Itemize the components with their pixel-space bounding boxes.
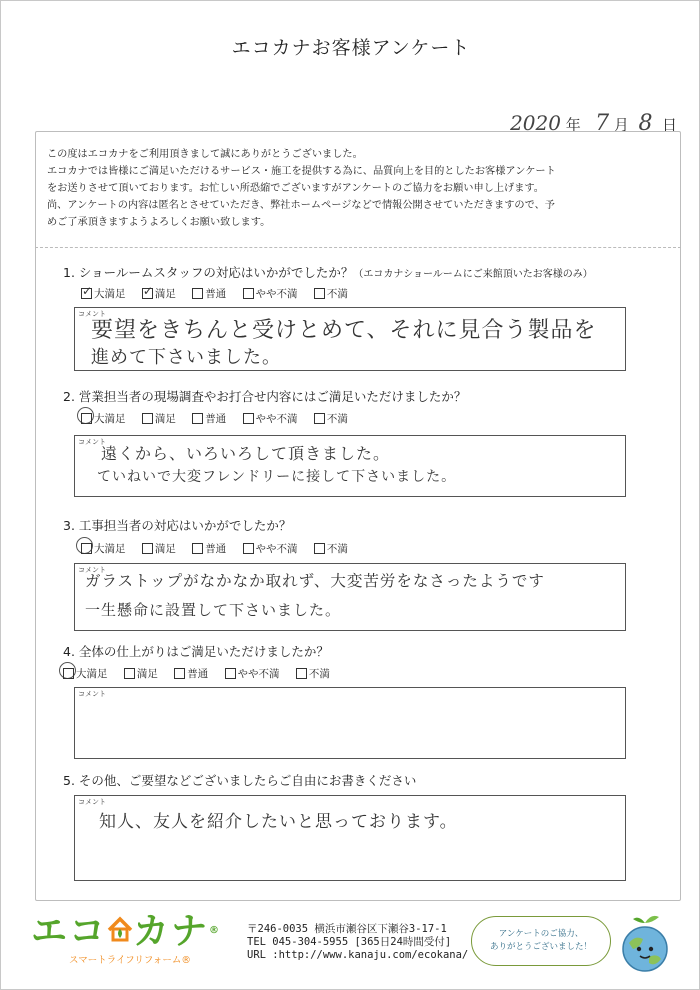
q2-option-very-satisfied[interactable] — [81, 411, 126, 426]
q1-option-satisfied[interactable] — [142, 286, 176, 301]
question-2: 2. 営業担当者の現場調査やお打合せ内容にはご満足いただけましたか？ — [63, 389, 467, 404]
checkbox-icon[interactable] — [63, 668, 74, 679]
q3-option-satisfied[interactable] — [142, 541, 176, 556]
checkbox-icon[interactable] — [296, 668, 307, 679]
website-url: URL :http://www.kanaju.com/ecokana/ — [247, 949, 469, 961]
option-label: 不満 — [326, 288, 348, 300]
q2-option-dissatisfied[interactable] — [314, 411, 348, 426]
option-label: 大満足 — [94, 543, 126, 555]
question-1-text: 1. ショールームスタッフの対応はいかがでしたか？ — [63, 265, 354, 280]
q4-option-satisfied[interactable] — [124, 666, 158, 681]
checkbox-icon[interactable] — [192, 413, 203, 424]
question-1-options — [81, 286, 361, 301]
date-day-suffix: 日 — [661, 116, 677, 134]
option-label: 普通 — [205, 288, 227, 300]
question-5: 5. その他、ご要望などございましたらご自由にお書きください — [63, 773, 417, 788]
logo-text-kana: カナ — [133, 911, 210, 952]
checkbox-checked-icon[interactable] — [81, 288, 92, 299]
comment-label: コメント — [78, 690, 106, 698]
q5-comment-line: 知人、友人を紹介したいと思っております。 — [99, 812, 458, 832]
question-4-options — [63, 666, 343, 681]
q4-option-neutral[interactable] — [174, 666, 208, 681]
intro-line: 尚、アンケートの内容は匿名とさせていただき、弊社ホームページなどで情報公開させていただきますので、予 — [47, 200, 555, 211]
checkbox-icon[interactable] — [81, 413, 92, 424]
postal-address: 〒246-0035 横浜市瀬谷区下瀬谷3-17-1 — [247, 923, 447, 935]
q4-option-very-satisfied[interactable] — [63, 666, 108, 681]
earth-mascot-icon — [615, 913, 675, 977]
q1-comment-line: 進めて下さいました。 — [91, 347, 281, 368]
q2-comment-line: 遠くから、いろいろして頂きました。 — [101, 444, 391, 463]
checkbox-icon[interactable] — [192, 543, 203, 554]
house-icon — [107, 913, 133, 939]
telephone: TEL 045-304-5955 [365日24時間受付] — [247, 936, 452, 948]
option-label: 満足 — [154, 543, 176, 555]
question-1 — [63, 263, 593, 281]
intro-line: めご了承頂きますようよろしくお願い致します。 — [47, 217, 271, 228]
checkbox-icon[interactable] — [243, 413, 254, 424]
checkbox-icon[interactable] — [243, 288, 254, 299]
checkbox-icon[interactable] — [243, 543, 254, 554]
option-label: 満足 — [154, 288, 176, 300]
option-label: 大満足 — [94, 413, 126, 425]
date-year-suffix: 年 — [565, 116, 581, 134]
page-title: エコカナお客様アンケート — [231, 37, 471, 59]
comment-label: コメント — [78, 438, 106, 446]
option-label: やや不満 — [255, 543, 298, 555]
date-month: 7 — [595, 111, 610, 136]
q3-option-somewhat-dissatisfied[interactable] — [243, 541, 298, 556]
q1-comment-line: 要望をきちんと受けとめて、それに見合う製品を — [91, 318, 597, 343]
checkbox-icon[interactable] — [174, 668, 185, 679]
date-month-suffix: 月 — [613, 116, 629, 134]
q4-option-somewhat-dissatisfied[interactable] — [225, 666, 280, 681]
question-3: 3. 工事担当者の対応はいかがでしたか？ — [63, 518, 292, 533]
question-2-options — [81, 411, 361, 426]
option-label: 不満 — [326, 543, 348, 555]
checkbox-icon[interactable] — [314, 288, 325, 299]
checkbox-checked-icon[interactable] — [142, 288, 153, 299]
logo-registered-mark: ® — [209, 925, 222, 936]
q1-option-very-satisfied[interactable] — [81, 286, 126, 301]
company-address — [247, 923, 468, 962]
option-label: やや不満 — [237, 668, 280, 680]
q2-option-neutral[interactable] — [192, 411, 226, 426]
q2-comment-line: ていねいで大変フレンドリーに接して下さいました。 — [97, 469, 457, 485]
q3-option-very-satisfied[interactable] — [81, 541, 126, 556]
option-label: 大満足 — [94, 288, 126, 300]
question-3-options — [81, 541, 361, 556]
comment-label: コメント — [78, 310, 106, 318]
date-day: 8 — [638, 111, 653, 136]
q4-option-dissatisfied[interactable] — [296, 666, 330, 681]
option-label: 大満足 — [76, 668, 108, 680]
intro-line: をお送りさせて頂いております。お忙しい所恐縮でございますがアンケートのご協力をお願い申し上げます。 — [47, 183, 544, 194]
intro-line: この度はエコカナをご利用頂きまして誠にありがとうございました。 — [47, 149, 363, 160]
q1-option-somewhat-dissatisfied[interactable] — [243, 286, 298, 301]
option-label: 普通 — [187, 668, 209, 680]
date-year: 2020 — [510, 111, 561, 135]
logo-subtitle: スマートライフリフォーム® — [69, 955, 191, 966]
checkbox-icon[interactable] — [314, 413, 325, 424]
q2-option-somewhat-dissatisfied[interactable] — [243, 411, 298, 426]
option-label: 不満 — [308, 668, 330, 680]
option-label: やや不満 — [255, 288, 298, 300]
q1-option-dissatisfied[interactable] — [314, 286, 348, 301]
q3-comment-line: 一生懸命に設置して下さいました。 — [85, 601, 342, 619]
thanks-speech-bubble — [471, 916, 611, 966]
ecokana-logo — [31, 913, 221, 966]
option-label: 普通 — [205, 413, 227, 425]
intro-text — [47, 146, 667, 231]
comment-label: コメント — [78, 798, 106, 806]
intro-line: エコカナでは皆様にご満足いただけるサービス・施工を提供する為に、品質向上を目的としたお客様アンケート — [47, 166, 556, 177]
q1-option-neutral[interactable] — [192, 286, 226, 301]
question-1-note: （エコカナショールームにご来館頂いたお客様のみ） — [353, 269, 593, 280]
q3-option-neutral[interactable] — [192, 541, 226, 556]
bubble-line: アンケートのご協力、 — [498, 929, 584, 939]
logo-text-eco: エコ — [31, 911, 108, 952]
intro-divider — [35, 247, 681, 248]
checkbox-icon[interactable] — [192, 288, 203, 299]
question-4-comment-box[interactable] — [74, 687, 626, 759]
checkbox-icon[interactable] — [314, 543, 325, 554]
option-label: やや不満 — [255, 413, 298, 425]
question-4: 4. 全体の仕上がりはご満足いただけましたか？ — [63, 644, 329, 659]
q3-option-dissatisfied[interactable] — [314, 541, 348, 556]
comment-label: コメント — [78, 566, 106, 574]
bubble-line: ありがとうございました！ — [489, 942, 592, 952]
option-label: 満足 — [136, 668, 158, 680]
checkbox-icon[interactable] — [81, 543, 92, 554]
option-label: 満足 — [154, 413, 176, 425]
option-label: 不満 — [326, 413, 348, 425]
checkbox-icon[interactable] — [142, 413, 153, 424]
q3-comment-line: ガラストップがなかなか取れず、大変苦労をなさったようです — [85, 572, 545, 590]
checkbox-icon[interactable] — [124, 668, 135, 679]
checkbox-icon[interactable] — [142, 543, 153, 554]
checkbox-icon[interactable] — [225, 668, 236, 679]
option-label: 普通 — [205, 543, 227, 555]
q2-option-satisfied[interactable] — [142, 411, 176, 426]
